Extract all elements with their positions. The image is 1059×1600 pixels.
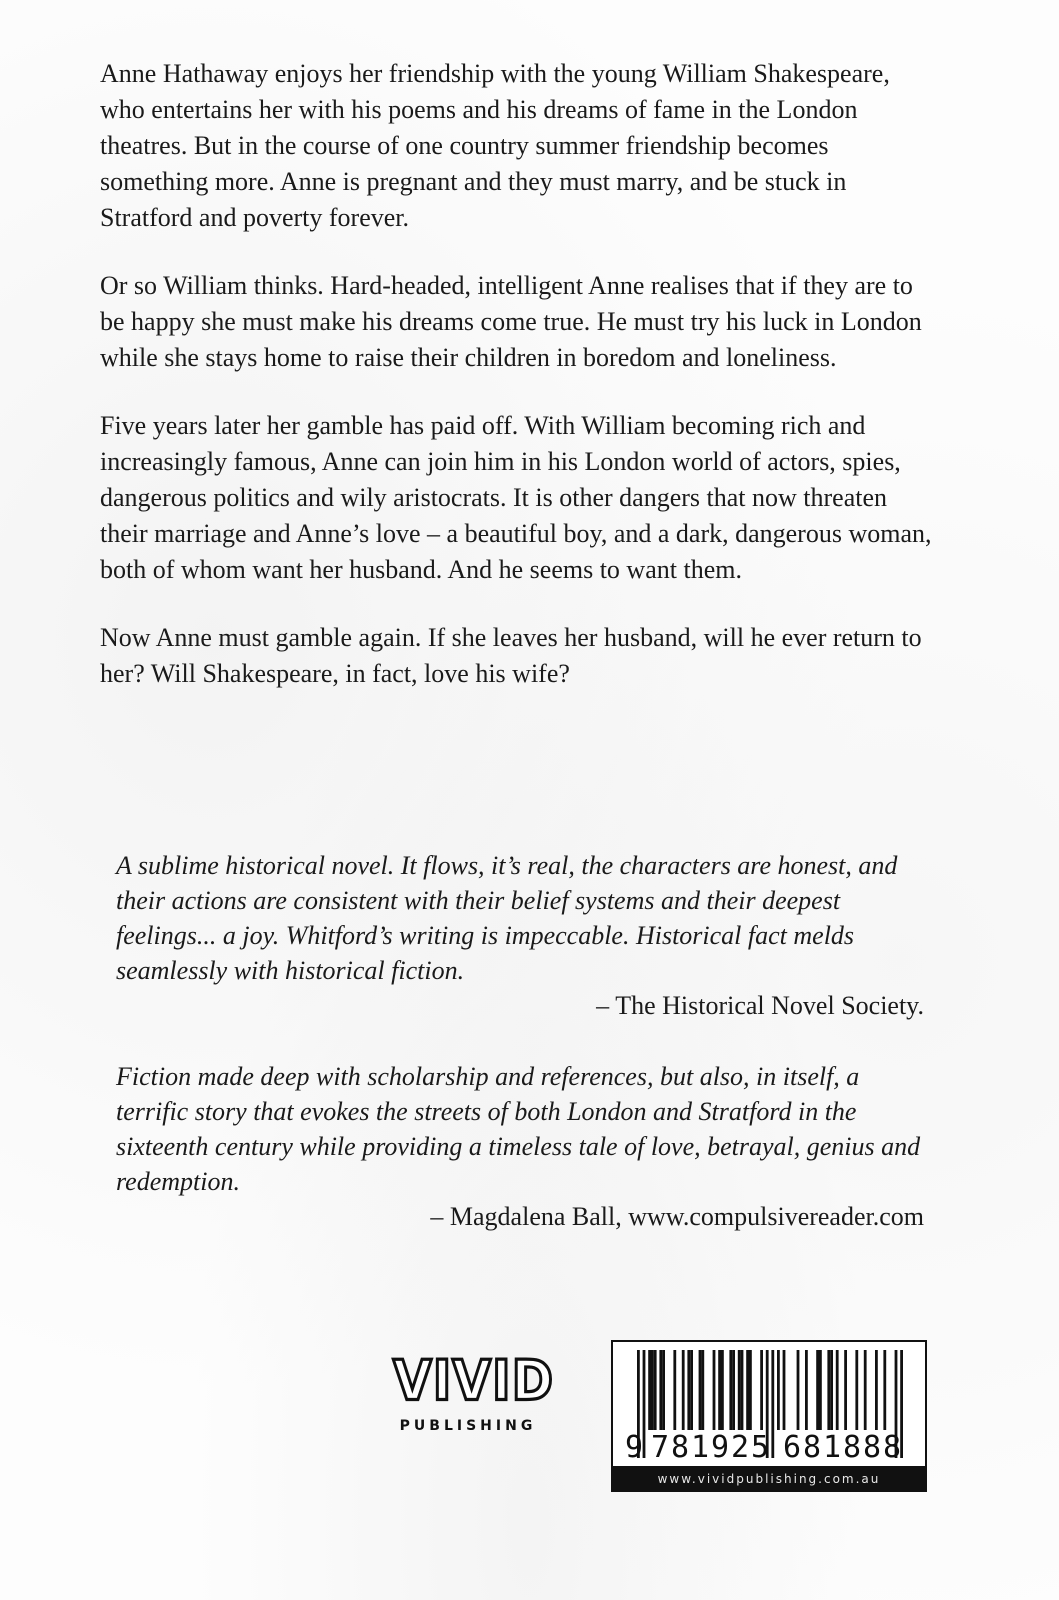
barcode-bar [713,1350,716,1430]
barcode-bar [855,1350,858,1430]
barcode-bar [797,1350,800,1430]
barcode-bar [844,1350,847,1430]
publisher-website: www.vividpublishing.com.au [611,1466,927,1492]
barcode-bar [651,1350,654,1430]
review-quote: A sublime historical novel. It flows, it’s real, the characters are honest, and their actions are consistent with their belief systems and their deepest feelings... a joy. Whitford’s writing is impeccable. Historical fact melds seamlessly with historical fiction. [116,851,898,985]
barcode-bar [805,1350,808,1430]
blurb-paragraph-2: Or so William thinks. Hard-headed, intelligent Anne realises that if they are to be happy she must make his dreams come true. He must try his luck in London while she stays home to raise their children in boredom and loneliness. [100,271,922,372]
barcode-bar [687,1350,690,1430]
barcode-right-digits: 681888 [783,1430,901,1465]
review-2 [116,1059,924,1234]
barcode-bar [783,1350,786,1430]
review-1 [116,848,924,1023]
barcode-bar [662,1350,665,1430]
barcode-bar [827,1350,830,1430]
barcode-bar [718,1350,721,1430]
barcode-bar [659,1350,662,1430]
barcode-graphic [613,1342,925,1470]
barcode-bar [654,1350,657,1430]
barcode-bar [836,1350,839,1430]
barcode-bar [816,1350,819,1430]
blurb-paragraph-1: Anne Hathaway enjoys her friendship with the young William Shakespeare, who entertains her with his poems and his dreams of fame in the London theatres. But in the course of one country summer friendship becomes something more. Anne is pregnant and they must marry, and be stuck in Stratford and poverty forever. [100,59,890,232]
barcode-bar [732,1350,735,1430]
publisher-logo-subtitle: PUBLISHING [399,1418,537,1434]
barcode-bar [673,1350,676,1430]
barcode-bar [729,1350,732,1430]
barcode-bar [746,1350,749,1430]
barcode-guard-bar [771,1350,774,1458]
barcode-bar [682,1350,685,1430]
review-quotes [116,848,924,1270]
blurb-paragraph-3: Five years later her gamble has paid off. With William becoming rich and increasingly famous, Anne can join him in his London world of actors, spies, dangerous politics and wily aristocrats. It is other dangers that now threaten their marriage and Anne’s love – a beautiful boy, and a dark, dangerous woman, both of whom want her husband. And he seems to want them. [100,411,932,584]
barcode-bar [699,1350,702,1430]
barcode-bar [819,1350,822,1430]
barcode-bar [648,1350,651,1430]
blurb-paragraph-4: Now Anne must gamble again. If she leaves her husband, will he ever return to her? Will Shakespeare, in fact, love his wife? [100,623,922,688]
barcode-bar [830,1350,833,1430]
barcode-bar [690,1350,693,1430]
barcode-bar [864,1350,867,1430]
review-source: – The Historical Novel Society. [596,991,924,1020]
barcode-bar [721,1350,724,1430]
book-blurb [100,56,940,724]
publisher-logo-wordmark: VIVID [393,1349,555,1413]
barcode-lead-digit: 9 [625,1430,644,1465]
review-source: – Magdalena Ball, www.compulsivereader.com [430,1202,924,1231]
review-quote: Fiction made deep with scholarship and references, but also, in itself, a terrific story that evokes the streets of both London and Stratford in the sixteenth century while providing a timeless tale of love, betrayal, genius and redemption. [116,1062,921,1196]
barcode-bar [701,1350,704,1430]
barcode-bar [875,1350,878,1430]
barcode-bar [741,1350,744,1430]
barcode-bar [883,1350,886,1430]
barcode-bar [777,1350,780,1430]
barcode-bar [749,1350,752,1430]
barcode-bar [738,1350,741,1430]
isbn-barcode [611,1340,927,1472]
publisher-logo [393,1349,555,1434]
barcode-bar [760,1350,763,1430]
barcode-left-digits: 781925 [651,1430,769,1465]
